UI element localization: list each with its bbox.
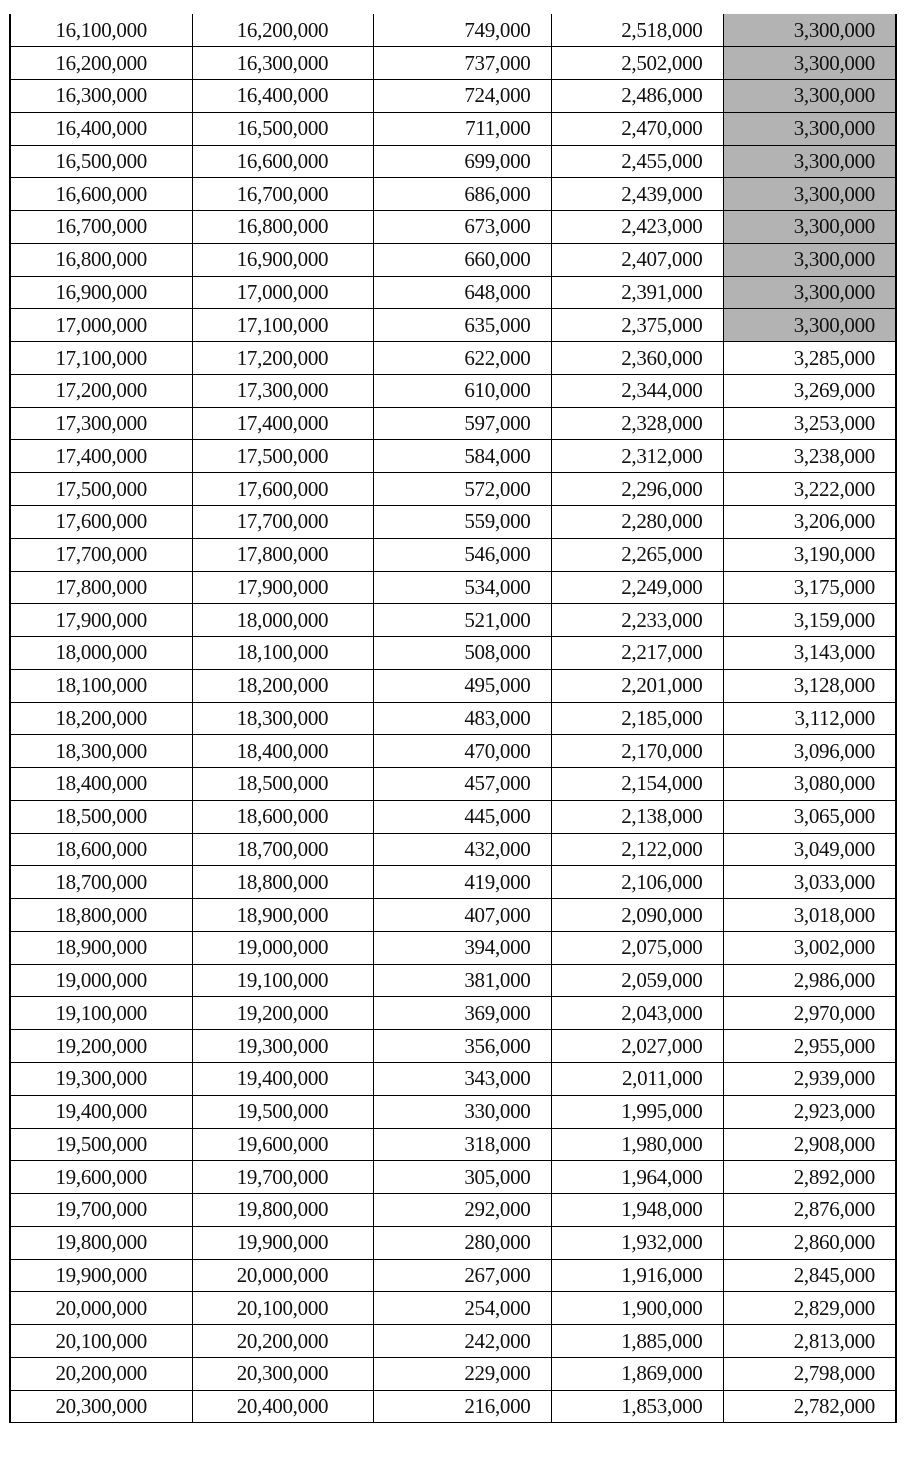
cell-range-from: 18,000,000: [10, 637, 192, 670]
cell-column-3: 648,000: [373, 276, 551, 309]
table-row: [10, 964, 896, 997]
cell-range-to: 18,400,000: [192, 735, 373, 768]
cell-column-3: 724,000: [373, 80, 551, 113]
cell-column-5: 3,159,000: [723, 604, 896, 637]
cell-column-5: 3,238,000: [723, 440, 896, 473]
cell-range-to: 18,600,000: [192, 800, 373, 833]
cell-column-3: 635,000: [373, 309, 551, 342]
cell-column-5: 3,300,000: [723, 47, 896, 80]
cell-column-3: 610,000: [373, 374, 551, 407]
table-body: [10, 14, 896, 1423]
cell-column-5: 3,112,000: [723, 702, 896, 735]
cell-column-5: 3,269,000: [723, 374, 896, 407]
cell-column-5: 2,845,000: [723, 1259, 896, 1292]
cell-column-4: 2,011,000: [551, 1063, 723, 1096]
cell-column-5: 3,300,000: [723, 112, 896, 145]
cell-column-3: 419,000: [373, 866, 551, 899]
cell-column-3: 280,000: [373, 1226, 551, 1259]
cell-column-3: 407,000: [373, 899, 551, 932]
cell-column-3: 318,000: [373, 1128, 551, 1161]
cell-range-from: 18,900,000: [10, 931, 192, 964]
cell-column-5: 3,300,000: [723, 178, 896, 211]
cell-range-to: 16,900,000: [192, 243, 373, 276]
cell-column-4: 2,407,000: [551, 243, 723, 276]
cell-range-from: 17,200,000: [10, 374, 192, 407]
table-row: [10, 1226, 896, 1259]
cell-range-to: 16,400,000: [192, 80, 373, 113]
table-row: [10, 1292, 896, 1325]
cell-column-5: 3,065,000: [723, 800, 896, 833]
cell-range-from: 20,100,000: [10, 1325, 192, 1358]
cell-column-4: 2,265,000: [551, 538, 723, 571]
cell-column-5: 2,955,000: [723, 1030, 896, 1063]
cell-column-3: 572,000: [373, 473, 551, 506]
cell-column-3: 394,000: [373, 931, 551, 964]
cell-range-to: 18,300,000: [192, 702, 373, 735]
table-row: [10, 571, 896, 604]
cell-range-to: 18,100,000: [192, 637, 373, 670]
cell-column-5: 2,908,000: [723, 1128, 896, 1161]
cell-column-3: 343,000: [373, 1063, 551, 1096]
cell-column-3: 699,000: [373, 145, 551, 178]
table-row: [10, 669, 896, 702]
cell-range-from: 19,500,000: [10, 1128, 192, 1161]
cell-range-to: 17,500,000: [192, 440, 373, 473]
cell-column-4: 1,995,000: [551, 1095, 723, 1128]
cell-column-4: 1,885,000: [551, 1325, 723, 1358]
table-row: [10, 1259, 896, 1292]
cell-range-to: 16,200,000: [192, 14, 373, 47]
cell-column-3: 521,000: [373, 604, 551, 637]
cell-range-from: 16,600,000: [10, 178, 192, 211]
cell-column-3: 457,000: [373, 768, 551, 801]
cell-column-4: 2,106,000: [551, 866, 723, 899]
cell-range-to: 18,200,000: [192, 669, 373, 702]
cell-column-3: 432,000: [373, 833, 551, 866]
data-table: [9, 14, 897, 1423]
cell-column-5: 3,143,000: [723, 637, 896, 670]
cell-range-from: 16,200,000: [10, 47, 192, 80]
cell-range-to: 17,700,000: [192, 505, 373, 538]
cell-column-5: 3,222,000: [723, 473, 896, 506]
cell-column-4: 1,916,000: [551, 1259, 723, 1292]
cell-range-to: 19,800,000: [192, 1194, 373, 1227]
cell-column-5: 3,253,000: [723, 407, 896, 440]
cell-column-5: 2,798,000: [723, 1357, 896, 1390]
cell-column-4: 2,233,000: [551, 604, 723, 637]
cell-range-from: 20,000,000: [10, 1292, 192, 1325]
cell-range-from: 18,500,000: [10, 800, 192, 833]
cell-column-4: 2,170,000: [551, 735, 723, 768]
cell-range-from: 17,400,000: [10, 440, 192, 473]
cell-column-5: 3,128,000: [723, 669, 896, 702]
cell-column-5: 2,876,000: [723, 1194, 896, 1227]
cell-range-from: 17,700,000: [10, 538, 192, 571]
cell-column-4: 2,391,000: [551, 276, 723, 309]
cell-column-5: 2,970,000: [723, 997, 896, 1030]
cell-range-to: 17,400,000: [192, 407, 373, 440]
cell-range-from: 16,400,000: [10, 112, 192, 145]
cell-range-to: 20,100,000: [192, 1292, 373, 1325]
cell-column-3: 356,000: [373, 1030, 551, 1063]
cell-range-from: 19,800,000: [10, 1226, 192, 1259]
cell-column-5: 3,300,000: [723, 14, 896, 47]
cell-range-from: 17,900,000: [10, 604, 192, 637]
cell-range-from: 16,800,000: [10, 243, 192, 276]
cell-column-5: 3,206,000: [723, 505, 896, 538]
cell-column-3: 369,000: [373, 997, 551, 1030]
cell-column-4: 1,948,000: [551, 1194, 723, 1227]
cell-column-4: 1,853,000: [551, 1390, 723, 1423]
cell-range-from: 19,900,000: [10, 1259, 192, 1292]
cell-range-from: 17,300,000: [10, 407, 192, 440]
table-row: [10, 768, 896, 801]
cell-range-from: 18,600,000: [10, 833, 192, 866]
table-row: [10, 833, 896, 866]
table-row: [10, 1194, 896, 1227]
table-row: [10, 80, 896, 113]
cell-column-4: 2,059,000: [551, 964, 723, 997]
cell-range-to: 19,500,000: [192, 1095, 373, 1128]
cell-range-from: 19,600,000: [10, 1161, 192, 1194]
cell-range-to: 16,700,000: [192, 178, 373, 211]
cell-range-from: 18,800,000: [10, 899, 192, 932]
table-row: [10, 800, 896, 833]
cell-column-4: 2,249,000: [551, 571, 723, 604]
cell-column-4: 2,027,000: [551, 1030, 723, 1063]
cell-range-to: 19,000,000: [192, 931, 373, 964]
cell-column-4: 2,502,000: [551, 47, 723, 80]
cell-column-4: 2,217,000: [551, 637, 723, 670]
cell-column-4: 1,964,000: [551, 1161, 723, 1194]
cell-column-3: 534,000: [373, 571, 551, 604]
cell-column-3: 483,000: [373, 702, 551, 735]
table-row: [10, 1128, 896, 1161]
cell-column-3: 597,000: [373, 407, 551, 440]
cell-range-to: 19,700,000: [192, 1161, 373, 1194]
cell-range-from: 17,800,000: [10, 571, 192, 604]
cell-column-5: 2,986,000: [723, 964, 896, 997]
cell-range-from: 16,300,000: [10, 80, 192, 113]
table-row: [10, 145, 896, 178]
cell-range-to: 17,100,000: [192, 309, 373, 342]
table-row: [10, 407, 896, 440]
cell-column-4: 2,185,000: [551, 702, 723, 735]
cell-column-5: 2,923,000: [723, 1095, 896, 1128]
cell-range-from: 20,200,000: [10, 1357, 192, 1390]
cell-column-3: 622,000: [373, 342, 551, 375]
cell-column-4: 2,122,000: [551, 833, 723, 866]
cell-column-3: 381,000: [373, 964, 551, 997]
cell-range-to: 19,900,000: [192, 1226, 373, 1259]
cell-range-from: 19,000,000: [10, 964, 192, 997]
cell-column-3: 495,000: [373, 669, 551, 702]
cell-column-3: 470,000: [373, 735, 551, 768]
cell-column-4: 2,518,000: [551, 14, 723, 47]
table-row: [10, 473, 896, 506]
cell-column-5: 3,300,000: [723, 80, 896, 113]
cell-range-to: 16,600,000: [192, 145, 373, 178]
cell-column-4: 2,486,000: [551, 80, 723, 113]
cell-column-5: 2,782,000: [723, 1390, 896, 1423]
cell-range-to: 19,600,000: [192, 1128, 373, 1161]
cell-column-3: 508,000: [373, 637, 551, 670]
cell-range-from: 20,300,000: [10, 1390, 192, 1423]
cell-range-to: 19,200,000: [192, 997, 373, 1030]
cell-column-5: 3,300,000: [723, 243, 896, 276]
cell-column-3: 737,000: [373, 47, 551, 80]
cell-column-3: 445,000: [373, 800, 551, 833]
cell-column-5: 3,190,000: [723, 538, 896, 571]
cell-column-4: 2,423,000: [551, 211, 723, 244]
cell-range-to: 20,300,000: [192, 1357, 373, 1390]
cell-column-5: 3,080,000: [723, 768, 896, 801]
cell-range-to: 17,000,000: [192, 276, 373, 309]
table-row: [10, 309, 896, 342]
cell-range-from: 19,300,000: [10, 1063, 192, 1096]
cell-column-5: 3,096,000: [723, 735, 896, 768]
cell-range-to: 17,200,000: [192, 342, 373, 375]
cell-range-to: 16,800,000: [192, 211, 373, 244]
cell-range-to: 18,000,000: [192, 604, 373, 637]
cell-column-4: 1,869,000: [551, 1357, 723, 1390]
cell-column-4: 1,900,000: [551, 1292, 723, 1325]
cell-column-3: 686,000: [373, 178, 551, 211]
cell-column-5: 3,033,000: [723, 866, 896, 899]
table-row: [10, 276, 896, 309]
cell-column-3: 546,000: [373, 538, 551, 571]
cell-range-from: 17,500,000: [10, 473, 192, 506]
cell-range-to: 20,400,000: [192, 1390, 373, 1423]
cell-range-from: 17,600,000: [10, 505, 192, 538]
cell-range-to: 17,900,000: [192, 571, 373, 604]
cell-column-4: 2,075,000: [551, 931, 723, 964]
cell-column-3: 216,000: [373, 1390, 551, 1423]
cell-range-to: 20,200,000: [192, 1325, 373, 1358]
cell-column-3: 267,000: [373, 1259, 551, 1292]
cell-range-to: 17,800,000: [192, 538, 373, 571]
cell-column-5: 3,300,000: [723, 211, 896, 244]
table-row: [10, 735, 896, 768]
table-row: [10, 931, 896, 964]
table-row: [10, 604, 896, 637]
table-row: [10, 178, 896, 211]
cell-column-3: 292,000: [373, 1194, 551, 1227]
table-row: [10, 440, 896, 473]
table-row: [10, 374, 896, 407]
cell-range-from: 19,200,000: [10, 1030, 192, 1063]
cell-range-to: 17,300,000: [192, 374, 373, 407]
cell-column-5: 2,813,000: [723, 1325, 896, 1358]
cell-range-from: 19,400,000: [10, 1095, 192, 1128]
cell-column-4: 2,439,000: [551, 178, 723, 211]
table-row: [10, 538, 896, 571]
table-row: [10, 505, 896, 538]
cell-column-4: 1,980,000: [551, 1128, 723, 1161]
cell-range-to: 18,800,000: [192, 866, 373, 899]
cell-column-4: 2,280,000: [551, 505, 723, 538]
cell-column-4: 2,470,000: [551, 112, 723, 145]
cell-column-4: 2,375,000: [551, 309, 723, 342]
cell-column-3: 305,000: [373, 1161, 551, 1194]
cell-column-4: 2,138,000: [551, 800, 723, 833]
table-row: [10, 1357, 896, 1390]
table-row: [10, 1161, 896, 1194]
table-row: [10, 637, 896, 670]
cell-range-from: 19,100,000: [10, 997, 192, 1030]
cell-range-from: 18,200,000: [10, 702, 192, 735]
table-row: [10, 342, 896, 375]
table-row: [10, 997, 896, 1030]
cell-range-to: 20,000,000: [192, 1259, 373, 1292]
cell-column-5: 3,018,000: [723, 899, 896, 932]
cell-range-to: 18,500,000: [192, 768, 373, 801]
cell-column-4: 2,312,000: [551, 440, 723, 473]
cell-range-to: 19,100,000: [192, 964, 373, 997]
cell-column-5: 3,002,000: [723, 931, 896, 964]
table-row: [10, 14, 896, 47]
cell-range-from: 18,300,000: [10, 735, 192, 768]
table-row: [10, 1063, 896, 1096]
cell-column-4: 2,090,000: [551, 899, 723, 932]
cell-column-4: 2,154,000: [551, 768, 723, 801]
cell-column-4: 2,360,000: [551, 342, 723, 375]
table-row: [10, 899, 896, 932]
table-row: [10, 243, 896, 276]
cell-range-to: 19,300,000: [192, 1030, 373, 1063]
cell-column-4: 2,043,000: [551, 997, 723, 1030]
cell-range-to: 18,900,000: [192, 899, 373, 932]
table-row: [10, 1325, 896, 1358]
cell-range-from: 16,900,000: [10, 276, 192, 309]
cell-range-to: 16,300,000: [192, 47, 373, 80]
cell-column-5: 3,049,000: [723, 833, 896, 866]
cell-column-3: 660,000: [373, 243, 551, 276]
cell-column-5: 2,829,000: [723, 1292, 896, 1325]
cell-range-from: 16,700,000: [10, 211, 192, 244]
cell-column-3: 242,000: [373, 1325, 551, 1358]
cell-column-4: 2,455,000: [551, 145, 723, 178]
cell-range-from: 18,700,000: [10, 866, 192, 899]
table-row: [10, 211, 896, 244]
cell-range-to: 19,400,000: [192, 1063, 373, 1096]
cell-range-from: 17,000,000: [10, 309, 192, 342]
cell-range-from: 18,400,000: [10, 768, 192, 801]
cell-range-from: 18,100,000: [10, 669, 192, 702]
cell-range-to: 18,700,000: [192, 833, 373, 866]
cell-column-5: 3,285,000: [723, 342, 896, 375]
cell-column-3: 229,000: [373, 1357, 551, 1390]
cell-column-4: 2,296,000: [551, 473, 723, 506]
cell-column-5: 3,300,000: [723, 145, 896, 178]
cell-range-to: 16,500,000: [192, 112, 373, 145]
cell-range-to: 17,600,000: [192, 473, 373, 506]
cell-column-3: 584,000: [373, 440, 551, 473]
cell-range-from: 19,700,000: [10, 1194, 192, 1227]
cell-column-5: 3,300,000: [723, 309, 896, 342]
cell-column-4: 2,328,000: [551, 407, 723, 440]
cell-column-3: 673,000: [373, 211, 551, 244]
cell-column-4: 2,344,000: [551, 374, 723, 407]
cell-column-4: 2,201,000: [551, 669, 723, 702]
cell-range-from: 16,100,000: [10, 14, 192, 47]
table-row: [10, 1390, 896, 1423]
cell-column-5: 2,892,000: [723, 1161, 896, 1194]
cell-column-5: 3,175,000: [723, 571, 896, 604]
cell-column-3: 330,000: [373, 1095, 551, 1128]
cell-range-from: 17,100,000: [10, 342, 192, 375]
cell-column-4: 1,932,000: [551, 1226, 723, 1259]
table-row: [10, 112, 896, 145]
table-row: [10, 1030, 896, 1063]
table-row: [10, 866, 896, 899]
cell-column-5: 2,860,000: [723, 1226, 896, 1259]
cell-column-3: 559,000: [373, 505, 551, 538]
cell-column-3: 711,000: [373, 112, 551, 145]
table-row: [10, 47, 896, 80]
table-row: [10, 702, 896, 735]
cell-range-from: 16,500,000: [10, 145, 192, 178]
cell-column-3: 749,000: [373, 14, 551, 47]
cell-column-5: 2,939,000: [723, 1063, 896, 1096]
cell-column-5: 3,300,000: [723, 276, 896, 309]
cell-column-3: 254,000: [373, 1292, 551, 1325]
table-row: [10, 1095, 896, 1128]
table-container: [9, 14, 895, 1423]
